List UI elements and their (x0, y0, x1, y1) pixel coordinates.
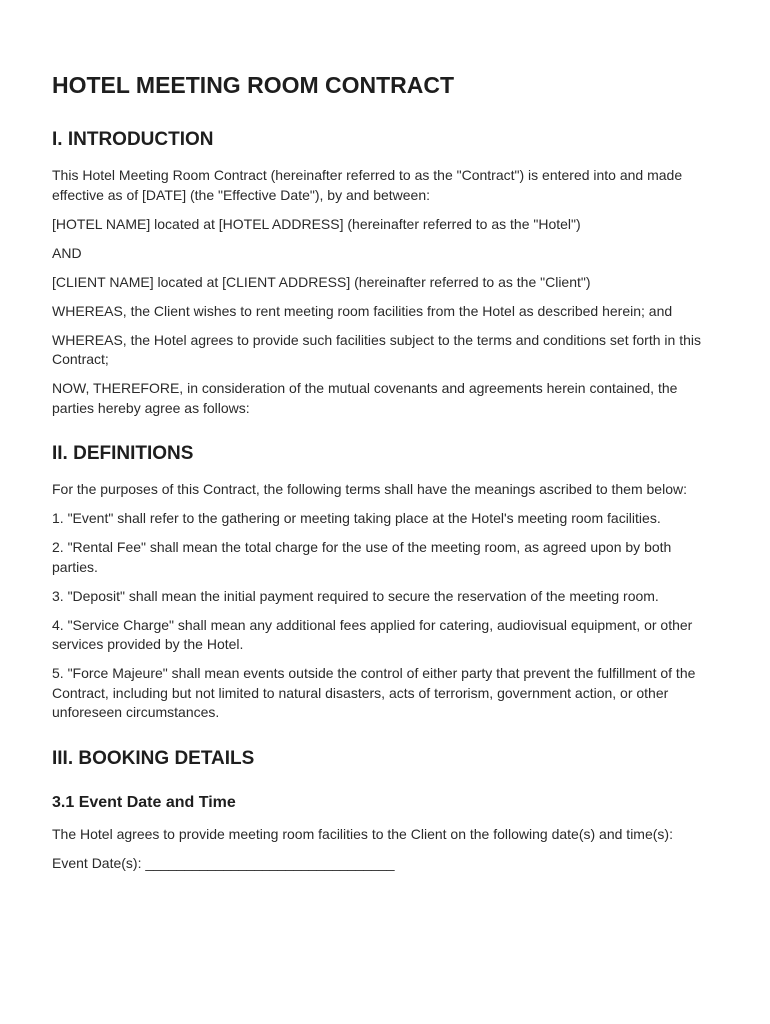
subsection-heading: 3.1 Event Date and Time (52, 793, 236, 811)
subsection-event-date-time (52, 793, 720, 874)
intro-paragraph: This Hotel Meeting Room Contract (hereinafter referred to as the "Contract") is entered into and made effective as of [DATE] (the "Effective Date"), by and between: (52, 167, 683, 203)
definition-item: 4. "Service Charge" shall mean any additional fees applied for catering, audiovisual equipment, or other services provided by the Hotel. (52, 616, 693, 652)
section-heading-booking: III. BOOKING DETAILS (52, 747, 255, 769)
section-introduction (52, 128, 720, 418)
section-heading-introduction: I. INTRODUCTION (52, 129, 214, 150)
contract-page (52, 70, 720, 883)
intro-and: AND (52, 244, 82, 261)
intro-client-party: [CLIENT NAME] located at [CLIENT ADDRESS] (hereinafter referred to as the "Client") (52, 273, 591, 290)
document-title: HOTEL MEETING ROOM CONTRACT (52, 72, 455, 98)
definition-item: 1. "Event" shall refer to the gathering or meeting taking place at the Hotel's meeting room facilities. (52, 510, 661, 526)
intro-now-therefore: NOW, THEREFORE, in consideration of the mutual covenants and agreements herein contained, the parties hereby agree as follows: (52, 380, 678, 416)
intro-whereas-hotel: WHEREAS, the Hotel agrees to provide such facilities subject to the terms and conditions set forth in this Contract; (52, 331, 701, 367)
section-definitions (52, 442, 720, 723)
intro-hotel-party: [HOTEL NAME] located at [HOTEL ADDRESS] (hereinafter referred to as the "Hotel") (52, 215, 581, 232)
booking-paragraph: The Hotel agrees to provide meeting room facilities to the Client on the following date(s) and time(s): (52, 825, 673, 842)
intro-whereas-client: WHEREAS, the Client wishes to rent meeting room facilities from the Hotel as described herein; and (52, 302, 673, 319)
definition-item: 3. "Deposit" shall mean the initial payment required to secure the reservation of the meeting room. (52, 587, 659, 604)
definition-item: 2. "Rental Fee" shall mean the total charge for the use of the meeting room, as agreed upon by both parties. (52, 539, 672, 575)
event-dates-field: Event Date(s): ________________________________ (52, 854, 395, 871)
section-booking-details (52, 747, 720, 874)
section-heading-definitions: II. DEFINITIONS (52, 443, 194, 464)
definition-item: 5. "Force Majeure" shall mean events outside the control of either party that prevent the fulfillment of the Contract, including but not limited to natural disasters, acts of terrorism, government action, or other unforeseen circumstances. (52, 665, 696, 720)
definitions-intro: For the purposes of this Contract, the following terms shall have the meanings ascribed to them below: (52, 481, 687, 497)
